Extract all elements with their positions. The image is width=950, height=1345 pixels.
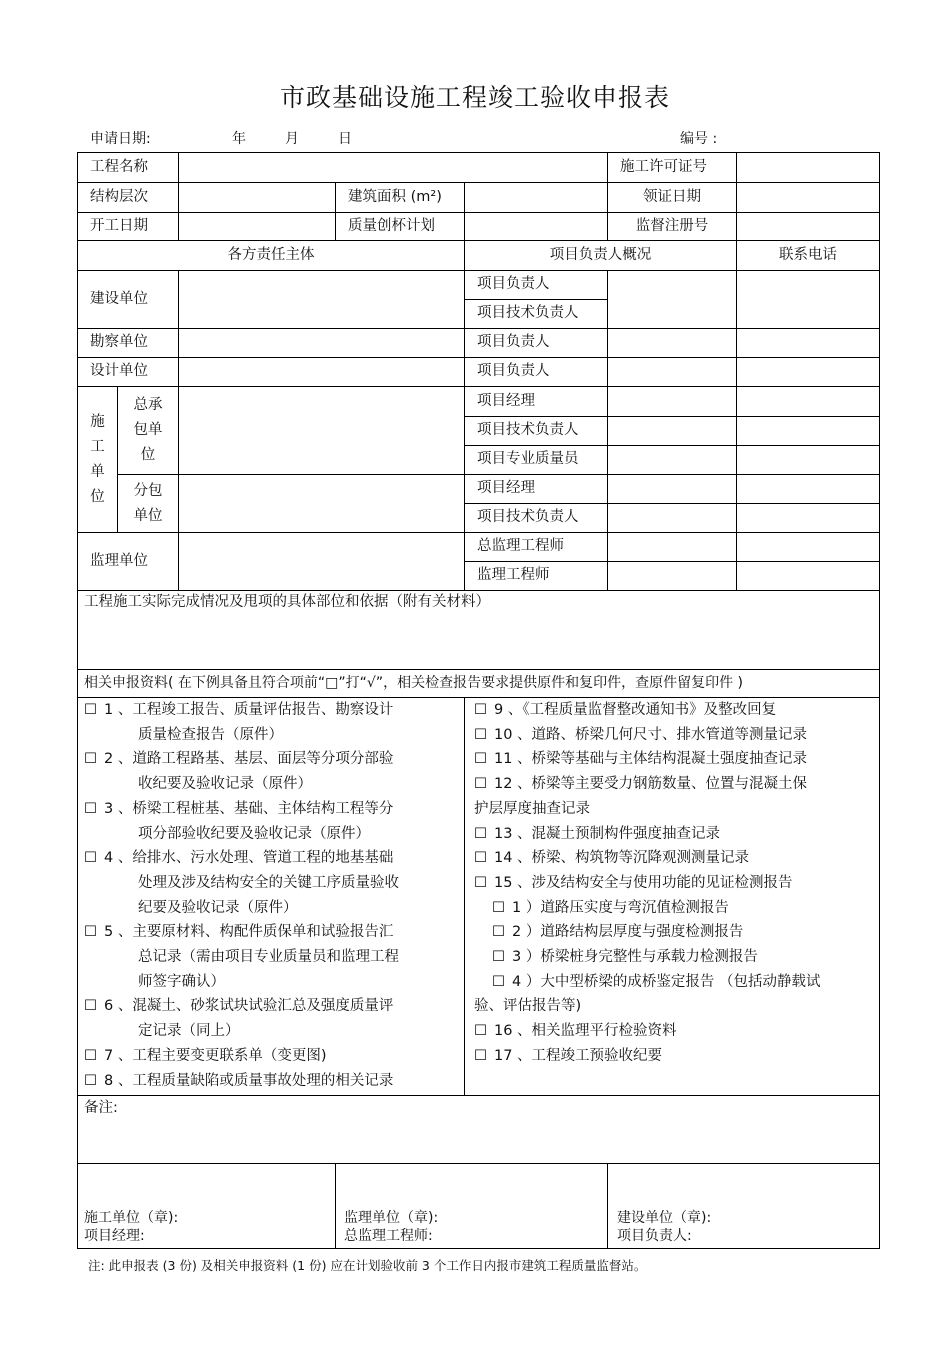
col-entity-header: 各方责任主体 — [78, 241, 465, 271]
build-phone-field[interactable] — [737, 271, 880, 329]
list-item[interactable]: ☐ 7 、工程主要变更联系单（变更图) — [84, 1044, 454, 1069]
checkbox-icon[interactable]: ☐ — [492, 973, 505, 990]
col-phone-header: 联系电话 — [737, 241, 880, 271]
build-project-leader-label: 项目负责人 — [465, 271, 608, 300]
list-item[interactable]: ☐ 10 、道路、桥梁几何尺寸、排水管道等测量记录 — [474, 723, 874, 748]
list-item[interactable]: ☐ 12 、桥梁等主要受力钢筋数量、位置与混凝土保 — [474, 772, 874, 797]
list-item[interactable]: ☐ 9 、《工程质量监督整改通知书》及整改回复 — [474, 698, 874, 723]
chief-supervisor-label: 总监理工程师 — [465, 533, 608, 562]
list-item[interactable]: ☐ 3 ）桥梁桩身完整性与承载力检测报告 — [474, 945, 874, 970]
supervisor-phone[interactable] — [737, 562, 880, 591]
construction-signature: 施工单位（章): 项目经理: — [84, 1210, 179, 1244]
start-date-field[interactable] — [179, 213, 336, 241]
checkbox-icon[interactable]: ☐ — [474, 874, 487, 891]
general-contractor-field[interactable] — [179, 387, 465, 475]
checkbox-icon[interactable]: ☐ — [84, 924, 97, 941]
checkbox-icon[interactable]: ☐ — [492, 899, 505, 916]
supervision-unit-label: 监理单位 — [78, 533, 179, 591]
build-tech-leader-label: 项目技术负责人 — [465, 300, 608, 329]
gc-manager-label: 项目经理 — [465, 387, 608, 417]
design-unit-label: 设计单位 — [78, 358, 179, 387]
chief-supervisor-field[interactable] — [608, 533, 737, 562]
gc-manager-phone[interactable] — [737, 387, 880, 417]
chief-supervisor-phone[interactable] — [737, 533, 880, 562]
apply-date-label: 申请日期: — [90, 131, 151, 147]
design-phone-field[interactable] — [737, 358, 880, 387]
permit-no-field[interactable] — [737, 153, 880, 183]
checkbox-icon[interactable]: ☐ — [474, 702, 487, 718]
checkbox-icon[interactable]: ☐ — [474, 751, 487, 768]
checkbox-icon[interactable]: ☐ — [84, 850, 97, 867]
build-unit-field[interactable] — [179, 271, 465, 329]
supervisor-label: 监理工程师 — [465, 562, 608, 591]
sub-manager-phone[interactable] — [737, 475, 880, 504]
gc-tech-field[interactable] — [608, 417, 737, 446]
gc-quality-field[interactable] — [608, 446, 737, 475]
gc-manager-field[interactable] — [608, 387, 737, 417]
survey-unit-field[interactable] — [179, 329, 465, 358]
gc-tech-phone[interactable] — [737, 417, 880, 446]
remarks-section[interactable] — [78, 1096, 880, 1164]
list-item[interactable]: ☐ 2 、道路工程路基、基层、面层等分项分部验 收纪要及验收记录（原件） — [84, 747, 454, 796]
list-item[interactable]: ☐ 15 、涉及结构安全与使用功能的见证检测报告 — [474, 871, 874, 896]
survey-phone-field[interactable] — [737, 329, 880, 358]
sub-manager-label: 项目经理 — [465, 475, 608, 504]
supervision-no-field[interactable] — [737, 213, 880, 241]
permit-no-label: 施工许可证号 — [608, 153, 737, 183]
list-item[interactable]: ☐ 13 、混凝土预制构件强度抽查记录 — [474, 822, 874, 847]
quality-plan-field[interactable] — [465, 213, 608, 241]
checkbox-icon[interactable]: ☐ — [474, 726, 487, 743]
completion-section[interactable] — [78, 591, 880, 670]
build-unit-label: 建设单位 — [78, 271, 179, 329]
supervision-signature: 监理单位（章): 总监理工程师: — [344, 1210, 439, 1244]
survey-unit-label: 勘察单位 — [78, 329, 179, 358]
footnote: 注: 此申报表 (3 份) 及相关申报资料 (1 份) 应在计划验收前 3 个工作日内报市建筑工程质量监督站。 — [88, 1258, 647, 1273]
gc-tech-leader-label: 项目技术负责人 — [465, 417, 608, 446]
list-item[interactable]: ☐ 16 、相关监理平行检验资料 — [474, 1019, 874, 1044]
checkbox-icon[interactable]: ☐ — [492, 924, 505, 941]
sub-tech-field[interactable] — [608, 504, 737, 533]
month-label: 月 — [285, 131, 299, 147]
list-item[interactable]: ☐ 2 ）道路结构层厚度与强度检测报告 — [474, 920, 874, 945]
building-area-field[interactable] — [465, 183, 608, 213]
list-item[interactable]: ☐ 11 、桥梁等基础与主体结构混凝土强度抽查记录 — [474, 747, 874, 772]
checkbox-icon[interactable]: ☐ — [474, 776, 487, 793]
materials-right-list — [474, 698, 874, 1069]
gc-quality-phone[interactable] — [737, 446, 880, 475]
checkbox-icon[interactable]: ☐ — [474, 825, 487, 842]
gc-quality-officer-label: 项目专业质量员 — [465, 446, 608, 475]
design-leader-label: 项目负责人 — [465, 358, 608, 387]
list-item[interactable]: ☐ 6 、混凝土、砂浆试块试验汇总及强度质量评 定记录（同上） — [84, 994, 454, 1043]
list-item[interactable]: ☐ 1 ）道路压实度与弯沉值检测报告 — [474, 896, 874, 921]
list-item-continuation: 护层厚度抽查记录 — [474, 800, 590, 817]
checkbox-icon[interactable]: ☐ — [84, 1047, 97, 1064]
checkbox-icon[interactable]: ☐ — [84, 800, 97, 817]
supervisor-field[interactable] — [608, 562, 737, 591]
permit-date-label: 领证日期 — [608, 183, 737, 213]
survey-leader-field[interactable] — [608, 329, 737, 358]
checkbox-icon[interactable]: ☐ — [84, 751, 97, 768]
structure-levels-label: 结构层次 — [78, 183, 179, 213]
number-label: 编号 : — [680, 131, 718, 147]
list-item[interactable]: ☐ 1 、工程竣工报告、质量评估报告、勘察设计 质量检查报告（原件） — [84, 698, 454, 747]
start-date-label: 开工日期 — [78, 213, 179, 241]
building-area-label: 建筑面积 (m²) — [336, 183, 465, 213]
year-label: 年 — [232, 131, 246, 147]
subcontractor-field[interactable] — [179, 475, 465, 533]
materials-left-list — [84, 698, 454, 1093]
structure-levels-field[interactable] — [179, 183, 336, 213]
list-item-continuation: 验、评估报告等) — [474, 998, 582, 1015]
list-item[interactable]: ☐ 17 、工程竣工预验收纪要 — [474, 1044, 874, 1069]
survey-leader-label: 项目负责人 — [465, 329, 608, 358]
page-title: 市政基础设施工程竣工验收申报表 — [279, 83, 670, 112]
build-leader-name-field[interactable] — [608, 271, 737, 329]
sub-manager-field[interactable] — [608, 475, 737, 504]
checkbox-icon[interactable]: ☐ — [474, 1047, 487, 1064]
build-signature: 建设单位（章): 项目负责人: — [617, 1210, 712, 1244]
design-unit-field[interactable] — [179, 358, 465, 387]
general-contractor-label: 总承 包单 位 — [118, 387, 179, 475]
col-leader-header: 项目负责人概况 — [465, 241, 737, 271]
supervision-no-label: 监督注册号 — [608, 213, 737, 241]
checkbox-icon[interactable]: ☐ — [84, 1072, 97, 1089]
design-leader-field[interactable] — [608, 358, 737, 387]
checkbox-icon[interactable]: ☐ — [84, 702, 97, 718]
list-item[interactable]: ☐ 14 、桥梁、构筑物等沉降观测测量记录 — [474, 846, 874, 871]
checkbox-icon[interactable]: ☐ — [84, 998, 97, 1015]
checkbox-icon[interactable]: ☐ — [474, 850, 487, 867]
supervision-unit-field[interactable] — [179, 533, 465, 591]
checkbox-icon[interactable]: ☐ — [492, 949, 505, 966]
list-item[interactable]: ☐ 5 、主要原材料、构配件质保单和试验报告汇 总记录（需由项目专业质量员和监理工程 师签字确认） — [84, 920, 454, 994]
project-name-field[interactable] — [179, 153, 608, 183]
list-item[interactable]: ☐ 4 ）大中型桥梁的成桥鉴定报告 （包括动静载试 — [474, 970, 874, 995]
checkbox-icon[interactable]: ☐ — [474, 1023, 487, 1040]
list-item[interactable]: ☐ 8 、工程质量缺陷或质量事故处理的相关记录 — [84, 1069, 454, 1094]
subcontractor-label: 分包 单位 — [118, 475, 179, 533]
sub-tech-phone[interactable] — [737, 504, 880, 533]
permit-date-field[interactable] — [737, 183, 880, 213]
project-name-label: 工程名称 — [78, 153, 179, 183]
materials-header: 相关申报资料( 在下例具备且符合项前“□”打“√”，相关检查报告要求提供原件和复印件，查原件留复印件 ) — [78, 670, 880, 698]
completion-label: 工程施工实际完成情况及甩项的具体部位和依据（附有关材料） — [84, 594, 490, 610]
remarks-label: 备注: — [84, 1100, 118, 1116]
construction-unit-label: 施 工 单 位 — [78, 387, 118, 533]
sub-tech-leader-label: 项目技术负责人 — [465, 504, 608, 533]
list-item[interactable]: ☐ 3 、桥梁工程桩基、基础、主体结构工程等分 项分部验收纪要及验收记录（原件） — [84, 797, 454, 846]
list-item[interactable]: ☐ 4 、给排水、污水处理、管道工程的地基基础 处理及涉及结构安全的关键工序质量验收 纪要及验收记录（原件） — [84, 846, 454, 920]
quality-plan-label: 质量创杯计划 — [336, 213, 465, 241]
day-label: 日 — [338, 131, 352, 147]
